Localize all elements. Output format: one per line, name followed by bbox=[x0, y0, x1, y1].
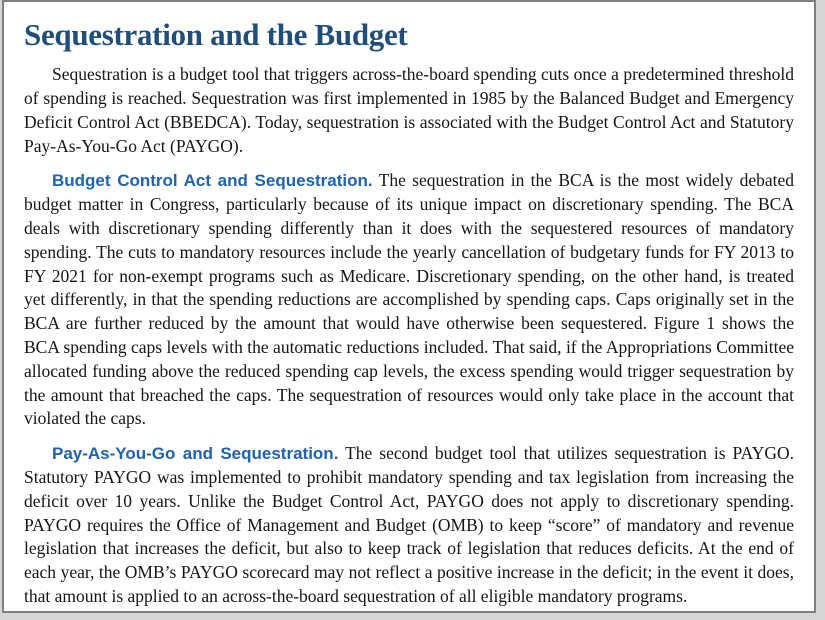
paragraph-body: The second budget tool that utilizes sequestration is PAYGO. Statutory PAYGO was implemented to prohibit mandatory spending and tax legislation from increasing the deficit over 10 years. Unlike the Budget Control Act, PAYGO does not apply to discretionary spending. PAYGO requires the Office of Management and Budget (OMB) to keep “score” of mandatory and revenue legislation that increases the deficit, but also to keep track of legislation that reduces deficits. At the end of each year, the OMB’s PAYGO scorecard may not reflect a positive increase in the deficit; in the event it does, that amount is applied to an across-the-board sequestration of all eligible mandatory programs. bbox=[24, 443, 794, 606]
paragraph-heading: Pay-As-You-Go and Sequestration. bbox=[52, 444, 339, 464]
paragraph-paygo bbox=[24, 442, 794, 609]
paragraph-bca bbox=[24, 169, 794, 431]
paragraph-body: Sequestration is a budget tool that triggers across-the-board spending cuts once a predetermined threshold of spending is reached. Sequestration was first implemented in 1985 by the Balanced Budget and Emergency Deficit Control Act (BBEDCA). Today, sequestration is associated with the Budget Control Act and Statutory Pay-As-You-Go Act (PAYGO). bbox=[24, 64, 794, 156]
paragraph-intro bbox=[24, 63, 794, 158]
paragraph-heading: Budget Control Act and Sequestration. bbox=[52, 171, 373, 191]
paragraph-body: The sequestration in the BCA is the most widely debated budget matter in Congress, particularly because of its unique impact on discretionary spending. The BCA deals with discretionary spending differently than it does with the sequestered resources of mandatory spending. The cuts to mandatory resources include the yearly cancellation of budgetary funds for FY 2013 to FY 2021 for non-exempt programs such as Medicare. Discretionary spending, on the other hand, is treated yet differently, in that the spending reductions are accomplished by spending caps. Caps originally set in the BCA are further reduced by the amount that would have otherwise been sequestered. Figure 1 shows the BCA spending caps levels with the automatic reductions included. That said, if the Appropriations Committee allocated funding above the reduced spending cap levels, the excess spending would trigger sequestration by the amount that breached the caps. The sequestration of resources would only take place in the account that violated the caps. bbox=[24, 170, 794, 429]
page bbox=[2, 0, 816, 613]
page-title: Sequestration and the Budget bbox=[24, 17, 408, 52]
